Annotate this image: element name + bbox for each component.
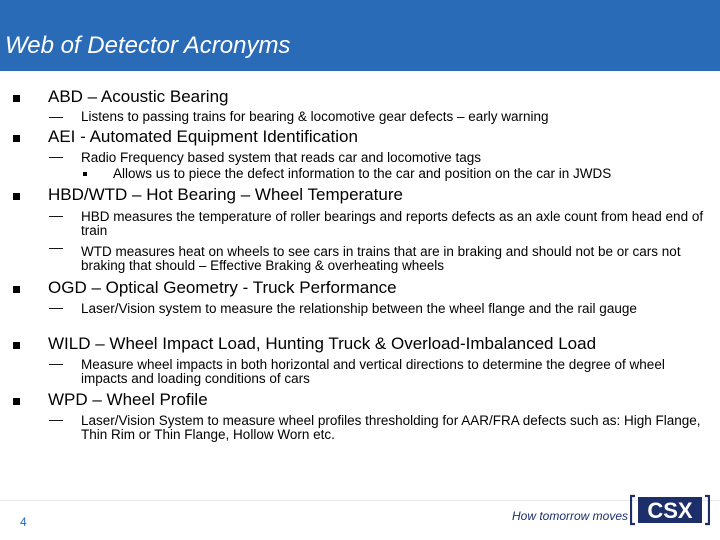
footer-divider [0,500,720,501]
section-heading-wild: WILD – Wheel Impact Load, Hunting Truck & Overload-Imbalanced Load [48,334,597,353]
dash-icon: — [49,108,63,124]
page-number: 4 [20,515,27,529]
section-heading-wpd: WPD – Wheel Profile [48,390,208,409]
subpoint-aei-1: Allows us to piece the defect information to the car and position on the car in JWDS [113,166,612,181]
logo-text: CSX [647,498,693,523]
dash-icon: — [49,411,63,427]
dash-icon: — [49,239,63,255]
title-bar [0,0,720,71]
bullet-icon [13,398,20,405]
tagline: How tomorrow moves [512,509,629,523]
point-wtd-1: WTD measures heat on wheels to see cars in trains that are in braking and should not be or cars not braking that should – Effective Braking & overheating wheels [81,244,681,273]
point-wpd-1: Laser/Vision System to measure wheel profiles thresholding for AAR/FRA defects such as: High Flange, Thin Rim or Thin Flange, Hollow Worn etc. [81,413,701,442]
section-heading-ogd: OGD – Optical Geometry - Truck Performance [48,278,397,297]
dash-icon: — [49,148,63,164]
page-title: Web of Detector Acronyms [5,32,291,59]
title-rule [0,71,720,76]
section-heading-aei: AEI - Automated Equipment Identification [48,127,358,146]
bullet-icon [13,286,20,293]
point-wild-1: Measure wheel impacts in both horizontal and vertical directions to determine the degree of wheel impacts and loading conditions of cars [81,357,665,386]
dash-icon: — [49,355,63,371]
bullet-icon [13,95,20,102]
section-heading-hbd-wtd: HBD/WTD – Hot Bearing – Wheel Temperature [48,185,403,204]
point-ogd-1: Laser/Vision system to measure the relationship between the wheel flange and the rail gauge [81,301,637,316]
point-hbd-1: HBD measures the temperature of roller bearings and reports defects as an axle count from head end of train [81,209,704,238]
dash-icon: — [49,207,63,223]
section-heading-abd: ABD – Acoustic Bearing [48,87,229,106]
point-aei-1: Radio Frequency based system that reads car and locomotive tags [81,150,481,165]
bullet-icon [13,193,20,200]
point-abd-1: Listens to passing trains for bearing & locomotive gear defects – early warning [81,109,549,124]
csx-logo [630,492,710,528]
square-bullet-icon [83,172,87,176]
dash-icon: — [49,299,63,315]
bullet-icon [13,135,20,142]
bullet-icon [13,342,20,349]
